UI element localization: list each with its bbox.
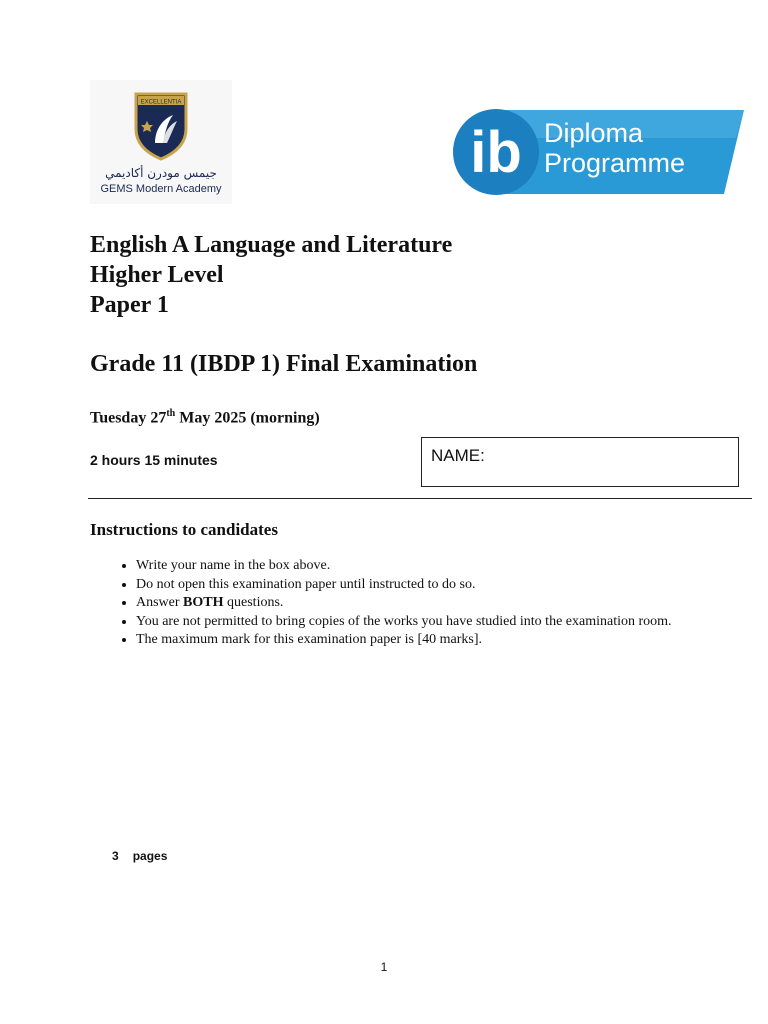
course-level: Higher Level: [90, 262, 224, 288]
page-number: 1: [380, 960, 388, 974]
instructions-heading: Instructions to candidates: [90, 520, 278, 539]
name-label: NAME:: [431, 446, 485, 465]
instructions-list: [110, 557, 726, 650]
exam-duration: 2 hours 15 minutes: [90, 452, 218, 468]
ib-line1: Diploma: [544, 118, 644, 148]
gems-arabic-name: جيمس مودرن أكاديمي: [105, 166, 217, 180]
list-item: • You are not permitted to bring copies of the works you have studied into the examination room.: [136, 613, 726, 632]
list-item: • Write your name in the box above.: [136, 557, 726, 576]
gems-shield-icon: [133, 91, 189, 161]
name-field[interactable]: [421, 437, 739, 487]
divider: [88, 498, 752, 499]
ib-mark: ib: [470, 120, 522, 185]
list-item: • Do not open this examination paper until instructed to do so.: [136, 576, 726, 595]
gems-logo: [90, 80, 232, 204]
page-count: 3 pages: [112, 849, 168, 863]
gems-name: GEMS Modern Academy: [100, 183, 222, 195]
course-title: English A Language and Literature: [90, 232, 453, 258]
exam-date: Tuesday 27th May 2025 (morning): [90, 408, 320, 427]
list-item: • The maximum mark for this examination paper is [40 marks].: [136, 631, 726, 650]
list-item: • Answer BOTH questions.: [136, 594, 726, 613]
ib-diploma-logo: [452, 108, 744, 196]
paper-number: Paper 1: [90, 292, 169, 318]
gems-motto: EXCELLENTIA: [140, 99, 182, 106]
exam-title: Grade 11 (IBDP 1) Final Examination: [90, 351, 478, 377]
ib-line2: Programme: [544, 148, 686, 178]
